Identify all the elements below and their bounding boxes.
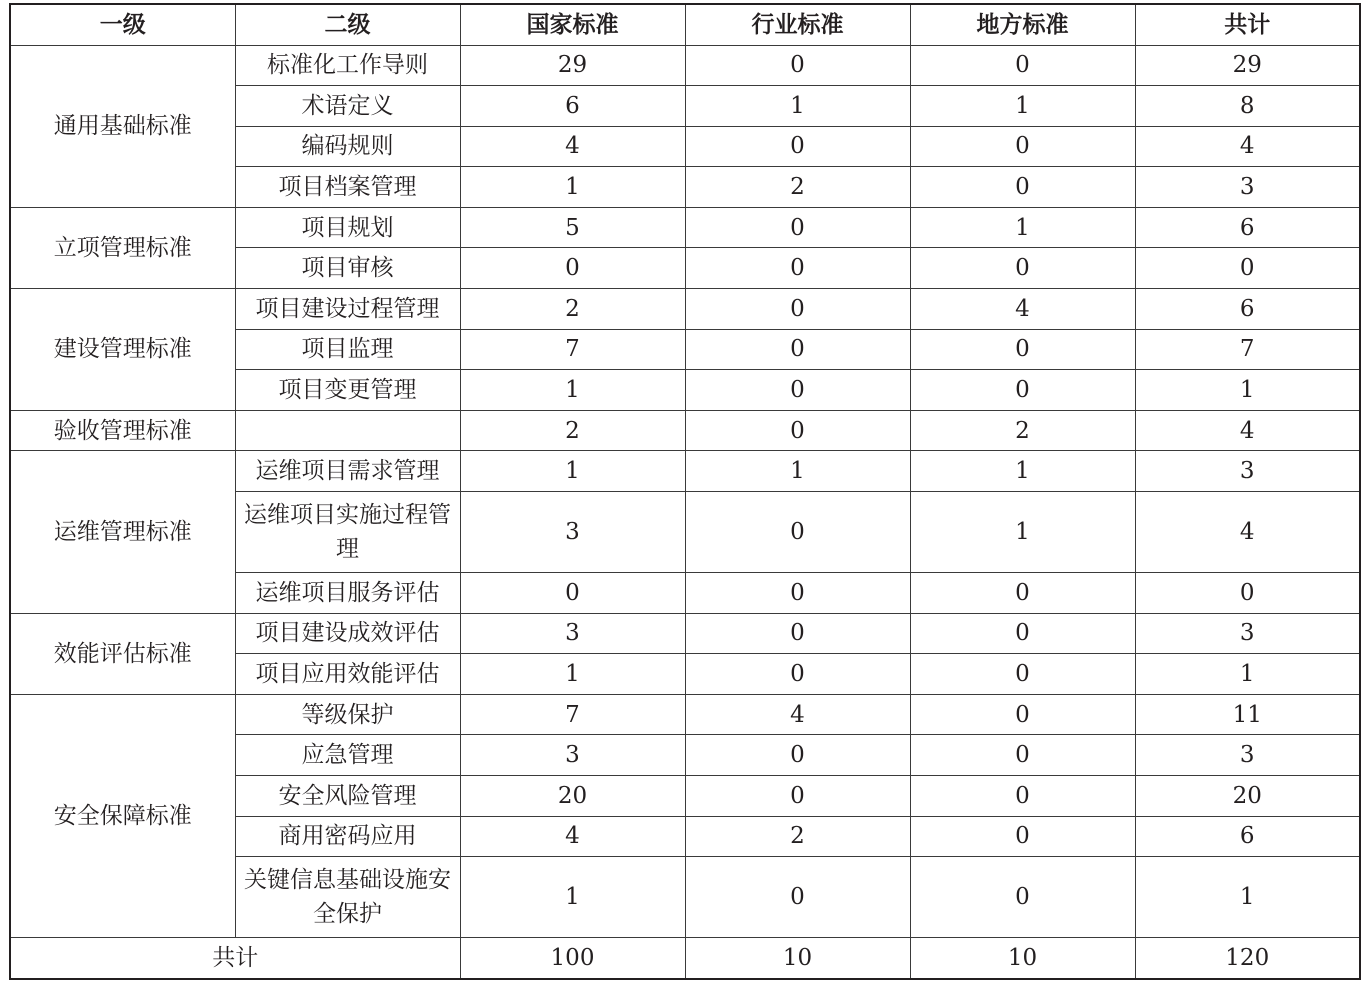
industry-cell: 0 (685, 654, 910, 695)
local-cell: 0 (910, 370, 1135, 411)
total-cell: 3 (1135, 451, 1360, 492)
industry-cell: 0 (685, 735, 910, 776)
local-cell: 1 (910, 492, 1135, 573)
header-row (10, 4, 1360, 45)
level2-cell: 项目规划 (235, 207, 460, 248)
total-cell: 4 (1135, 126, 1360, 167)
level2-cell: 应急管理 (235, 735, 460, 776)
national-cell: 7 (460, 329, 685, 370)
local-cell: 0 (910, 816, 1135, 857)
level2-cell: 等级保护 (235, 694, 460, 735)
industry-cell: 1 (685, 86, 910, 127)
total-cell: 4 (1135, 492, 1360, 573)
level1-cell: 建设管理标准 (10, 289, 235, 411)
national-cell: 6 (460, 86, 685, 127)
industry-cell: 0 (685, 410, 910, 451)
national-cell: 3 (460, 735, 685, 776)
national-cell: 7 (460, 694, 685, 735)
total-cell: 11 (1135, 694, 1360, 735)
national-cell: 29 (460, 45, 685, 86)
local-cell: 0 (910, 613, 1135, 654)
level2-cell: 项目建设成效评估 (235, 613, 460, 654)
local-cell: 0 (910, 126, 1135, 167)
local-cell: 0 (910, 167, 1135, 208)
header-industry: 行业标准 (685, 4, 910, 45)
level2-cell: 标准化工作导则 (235, 45, 460, 86)
level2-cell: 项目监理 (235, 329, 460, 370)
header-national: 国家标准 (460, 4, 685, 45)
industry-cell: 0 (685, 289, 910, 330)
total-cell: 1 (1135, 370, 1360, 411)
level2-cell (235, 410, 460, 451)
level2-cell: 运维项目实施过程管理 (235, 492, 460, 573)
level2-cell: 术语定义 (235, 86, 460, 127)
total-local: 10 (910, 938, 1135, 979)
total-cell: 20 (1135, 776, 1360, 817)
standards-table (9, 3, 1361, 980)
national-cell: 1 (460, 167, 685, 208)
national-cell: 1 (460, 654, 685, 695)
national-cell: 3 (460, 613, 685, 654)
local-cell: 0 (910, 248, 1135, 289)
national-cell: 5 (460, 207, 685, 248)
total-cell: 1 (1135, 654, 1360, 695)
local-cell: 1 (910, 451, 1135, 492)
level2-cell: 项目变更管理 (235, 370, 460, 411)
industry-cell: 0 (685, 126, 910, 167)
level2-cell: 商用密码应用 (235, 816, 460, 857)
level1-cell: 立项管理标准 (10, 207, 235, 288)
level1-cell: 安全保障标准 (10, 694, 235, 937)
total-cell: 6 (1135, 207, 1360, 248)
industry-cell: 0 (685, 613, 910, 654)
table-body (10, 45, 1360, 938)
total-cell: 7 (1135, 329, 1360, 370)
industry-cell: 2 (685, 167, 910, 208)
total-cell: 0 (1135, 573, 1360, 614)
industry-cell: 0 (685, 370, 910, 411)
industry-cell: 0 (685, 573, 910, 614)
local-cell: 2 (910, 410, 1135, 451)
industry-cell: 0 (685, 329, 910, 370)
table-row (10, 613, 1360, 654)
local-cell: 0 (910, 654, 1135, 695)
total-cell: 8 (1135, 86, 1360, 127)
table-row (10, 451, 1360, 492)
standards-table-container (9, 3, 1361, 980)
header-total: 共计 (1135, 4, 1360, 45)
level2-cell: 运维项目需求管理 (235, 451, 460, 492)
level1-cell: 运维管理标准 (10, 451, 235, 613)
national-cell: 1 (460, 451, 685, 492)
total-cell: 6 (1135, 289, 1360, 330)
industry-cell: 0 (685, 207, 910, 248)
total-cell: 3 (1135, 613, 1360, 654)
national-cell: 4 (460, 126, 685, 167)
industry-cell: 4 (685, 694, 910, 735)
table-row (10, 410, 1360, 451)
total-cell: 4 (1135, 410, 1360, 451)
level1-cell: 效能评估标准 (10, 613, 235, 694)
total-cell: 29 (1135, 45, 1360, 86)
total-row (10, 938, 1360, 979)
industry-cell: 1 (685, 451, 910, 492)
total-industry: 10 (685, 938, 910, 979)
total-national: 100 (460, 938, 685, 979)
header-level1: 一级 (10, 4, 235, 45)
level2-cell: 项目建设过程管理 (235, 289, 460, 330)
total-cell: 3 (1135, 167, 1360, 208)
local-cell: 1 (910, 86, 1135, 127)
level2-cell: 项目档案管理 (235, 167, 460, 208)
table-row (10, 694, 1360, 735)
level2-cell: 项目应用效能评估 (235, 654, 460, 695)
national-cell: 2 (460, 289, 685, 330)
table-row (10, 289, 1360, 330)
level1-cell: 通用基础标准 (10, 45, 235, 207)
total-label: 共计 (10, 938, 460, 979)
local-cell: 0 (910, 857, 1135, 938)
total-cell: 3 (1135, 735, 1360, 776)
header-level2: 二级 (235, 4, 460, 45)
national-cell: 1 (460, 370, 685, 411)
industry-cell: 0 (685, 857, 910, 938)
local-cell: 0 (910, 573, 1135, 614)
national-cell: 0 (460, 248, 685, 289)
total-sum: 120 (1135, 938, 1360, 979)
industry-cell: 0 (685, 248, 910, 289)
national-cell: 3 (460, 492, 685, 573)
national-cell: 2 (460, 410, 685, 451)
local-cell: 0 (910, 735, 1135, 776)
industry-cell: 2 (685, 816, 910, 857)
local-cell: 4 (910, 289, 1135, 330)
level2-cell: 运维项目服务评估 (235, 573, 460, 614)
total-cell: 6 (1135, 816, 1360, 857)
local-cell: 0 (910, 45, 1135, 86)
national-cell: 1 (460, 857, 685, 938)
industry-cell: 0 (685, 492, 910, 573)
local-cell: 0 (910, 329, 1135, 370)
level2-cell: 编码规则 (235, 126, 460, 167)
level2-cell: 关键信息基础设施安全保护 (235, 857, 460, 938)
industry-cell: 0 (685, 45, 910, 86)
total-cell: 1 (1135, 857, 1360, 938)
national-cell: 20 (460, 776, 685, 817)
national-cell: 4 (460, 816, 685, 857)
level2-cell: 项目审核 (235, 248, 460, 289)
header-local: 地方标准 (910, 4, 1135, 45)
table-row (10, 207, 1360, 248)
total-cell: 0 (1135, 248, 1360, 289)
level1-cell: 验收管理标准 (10, 410, 235, 451)
industry-cell: 0 (685, 776, 910, 817)
level2-cell: 安全风险管理 (235, 776, 460, 817)
local-cell: 0 (910, 694, 1135, 735)
table-row (10, 45, 1360, 86)
local-cell: 0 (910, 776, 1135, 817)
national-cell: 0 (460, 573, 685, 614)
local-cell: 1 (910, 207, 1135, 248)
